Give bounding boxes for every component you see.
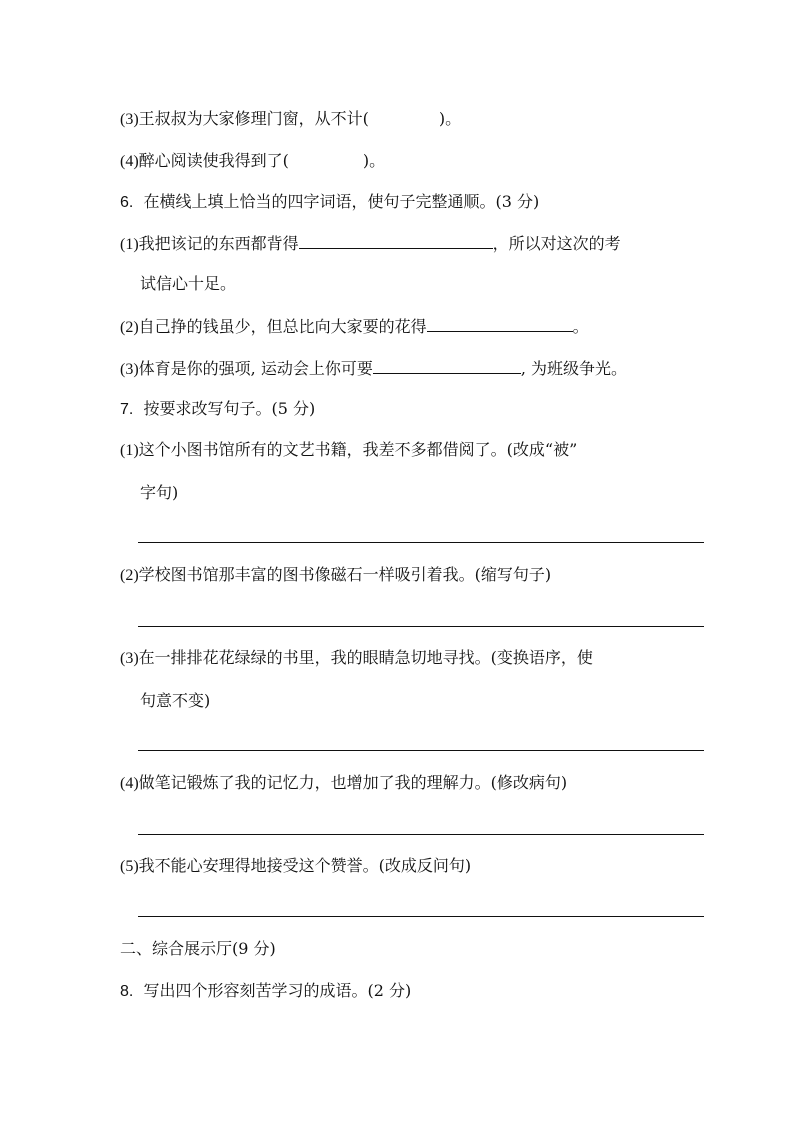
item-number: (5) — [120, 858, 139, 875]
item-text-continued: 句意不变) — [140, 691, 211, 710]
item-text: 做笔记锻炼了我的记忆力，也增加了我的理解力。(修改病句) — [138, 773, 568, 792]
q6-item-1-continued — [140, 273, 236, 295]
item-number: (3) — [120, 650, 139, 667]
item-number: (3) — [120, 361, 139, 378]
q7-item-2 — [120, 564, 551, 587]
item-text-end: )。 — [438, 109, 462, 128]
question-number: 6. — [120, 194, 134, 211]
item-text: 王叔叔为大家修理门窗，从不计( — [138, 109, 369, 128]
item-number: (4) — [120, 775, 139, 792]
fill-in-line[interactable] — [299, 232, 493, 249]
fill-in-line[interactable] — [373, 357, 521, 374]
item-number: (2) — [120, 319, 139, 336]
item-text: 在一排排花花绿绿的书里，我的眼睛急切地寻找。(变换语序，使 — [138, 648, 593, 667]
q6-heading — [120, 191, 539, 214]
q7-heading — [120, 398, 315, 421]
item-number: (1) — [120, 236, 139, 253]
q7-item-3-continued — [140, 690, 210, 712]
item-text: 我把该记的东西都背得 — [138, 234, 299, 253]
q6-item-3 — [120, 357, 627, 381]
q7-item-5 — [120, 855, 471, 878]
item-number: (1) — [120, 442, 139, 459]
answer-line[interactable] — [138, 750, 704, 751]
section-title — [120, 938, 276, 960]
question-number: 7. — [120, 401, 134, 418]
answer-line[interactable] — [138, 834, 704, 835]
item-text: 我不能心安理得地接受这个赞誉。(改成反问句) — [138, 856, 472, 875]
item-number: (3) — [120, 111, 139, 128]
item-text-end: 。 — [572, 317, 589, 336]
item-text-continued: 字句) — [140, 483, 179, 502]
item-text: 学校图书馆那丰富的图书像磁石一样吸引着我。(缩写句子) — [138, 565, 552, 584]
q7-item-1 — [120, 439, 577, 462]
q5-item-3 — [120, 108, 461, 131]
question-number: 8. — [120, 983, 134, 1000]
item-text-end: ，所以对这次的考 — [492, 234, 621, 253]
answer-line[interactable] — [138, 916, 704, 917]
q7-item-4 — [120, 772, 567, 795]
item-text: 自己挣的钱虽少，但总比向大家要的花得 — [138, 317, 427, 336]
item-text-continued: 试信心十足。 — [140, 274, 237, 293]
q7-item-3 — [120, 647, 593, 670]
q6-item-1 — [120, 232, 621, 256]
answer-line[interactable] — [138, 542, 704, 543]
item-text: 醉心阅读使我得到了( — [138, 151, 289, 170]
question-prompt: 按要求改写句子。(5 分) — [143, 399, 316, 418]
question-prompt: 在横线上填上恰当的四字词语，使句子完整通顺。(3 分) — [143, 192, 540, 211]
fill-in-line[interactable] — [427, 315, 573, 332]
answer-line[interactable] — [138, 626, 704, 627]
item-number: (4) — [120, 153, 139, 170]
question-prompt: 写出四个形容刻苦学习的成语。(2 分) — [143, 981, 412, 1000]
item-text: 体育是你的强项, 运动会上你可要 — [138, 359, 373, 378]
item-text-end: )。 — [362, 151, 386, 170]
q8-heading — [120, 980, 411, 1003]
item-number: (2) — [120, 567, 139, 584]
item-text: 这个小图书馆所有的文艺书籍，我差不多都借阅了。(改成“被” — [138, 440, 578, 459]
q5-item-4 — [120, 150, 385, 173]
section-heading: 二、综合展示厅(9 分) — [120, 939, 276, 958]
q7-item-1-continued — [140, 482, 178, 504]
q6-item-2 — [120, 315, 589, 339]
item-text-end: , 为班级争光。 — [520, 359, 628, 378]
